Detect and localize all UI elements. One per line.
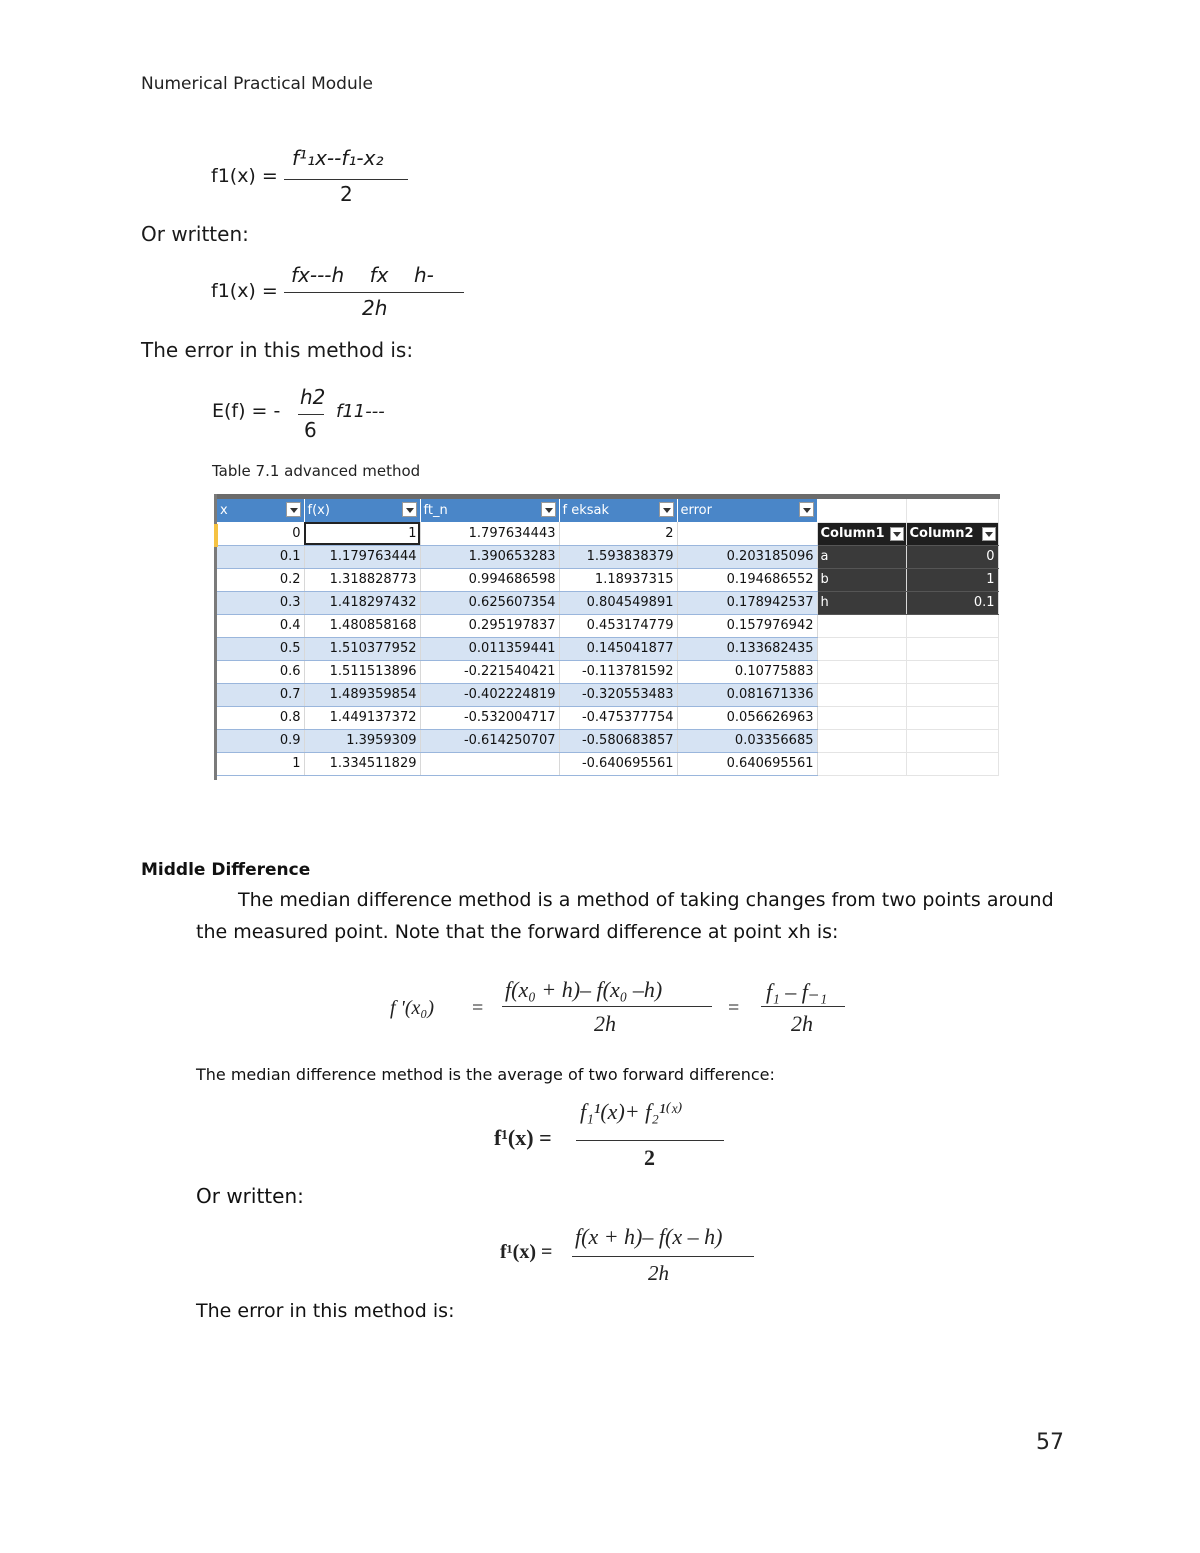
empty-cell[interactable] xyxy=(817,729,906,752)
spreadsheet xyxy=(214,494,1000,780)
header-cell[interactable]: x xyxy=(217,499,304,522)
cell[interactable]: 1.334511829 xyxy=(304,752,420,775)
page-number: 57 xyxy=(1036,1430,1064,1455)
cell[interactable]: 0.6 xyxy=(217,660,304,683)
cell[interactable]: 1.418297432 xyxy=(304,591,420,614)
cell[interactable]: 0.295197837 xyxy=(420,614,559,637)
empty-cell[interactable] xyxy=(906,660,998,683)
cell[interactable]: 0.1 xyxy=(217,545,304,568)
cell[interactable]: 0.640695561 xyxy=(677,752,817,775)
table-caption: Table 7.1 advanced method xyxy=(212,462,421,480)
cell[interactable]: -0.320553483 xyxy=(559,683,677,706)
formula3-denominator: 2h xyxy=(648,1261,669,1285)
cell[interactable]: 1.489359854 xyxy=(304,683,420,706)
section-title: Middle Difference xyxy=(141,860,311,880)
empty-cell[interactable] xyxy=(906,637,998,660)
side-header-cell[interactable]: Column1 xyxy=(817,522,906,545)
cell[interactable]: -0.640695561 xyxy=(559,752,677,775)
formula2-lhs: f¹(x) = xyxy=(494,1125,552,1150)
cell[interactable]: -0.614250707 xyxy=(420,729,559,752)
cell[interactable]: 1 xyxy=(217,752,304,775)
formula3-lhs: f¹(x) = xyxy=(500,1241,553,1263)
table-row xyxy=(217,706,998,729)
eq3-numerator: h2 xyxy=(300,385,326,409)
cell[interactable]: -0.475377754 xyxy=(559,706,677,729)
side-cell[interactable]: a xyxy=(817,545,906,568)
cell[interactable]: 2 xyxy=(559,522,677,545)
cell[interactable]: -0.402224819 xyxy=(420,683,559,706)
empty-cell[interactable] xyxy=(906,683,998,706)
empty-cell[interactable] xyxy=(817,706,906,729)
eq1-denominator: 2 xyxy=(340,182,353,206)
table-row xyxy=(217,568,998,591)
side-cell[interactable]: h xyxy=(817,591,906,614)
or-written-1: Or written: xyxy=(141,222,249,246)
cell[interactable]: 0.994686598 xyxy=(420,568,559,591)
empty-cell[interactable] xyxy=(906,729,998,752)
table-row xyxy=(217,637,998,660)
filter-dropdown-icon[interactable] xyxy=(402,502,417,517)
cell[interactable]: 0.056626963 xyxy=(677,706,817,729)
paragraph-2: The median difference method is the average of two forward difference: xyxy=(196,1065,775,1084)
empty-cell[interactable] xyxy=(906,614,998,637)
eq2-lhs: f1(x) = xyxy=(211,280,278,302)
table-row xyxy=(217,729,998,752)
eq3-tail: f11--- xyxy=(336,401,385,422)
formula1-equals: = xyxy=(472,997,484,1019)
formula1-denominator-2: 2h xyxy=(791,1011,813,1036)
paragraph-1-line-1: The median difference method is a method of taking changes from two points around xyxy=(238,889,1054,911)
cell[interactable]: 1.593838379 xyxy=(559,545,677,568)
cell[interactable]: 0.625607354 xyxy=(420,591,559,614)
eq2-denominator: 2h xyxy=(362,296,388,320)
empty-cell[interactable] xyxy=(906,752,998,775)
cell[interactable]: 0.194686552 xyxy=(677,568,817,591)
empty-cell[interactable] xyxy=(817,752,906,775)
cell[interactable]: 0.453174779 xyxy=(559,614,677,637)
empty-cell[interactable] xyxy=(906,706,998,729)
cell[interactable] xyxy=(677,522,817,545)
table-row xyxy=(217,660,998,683)
eq2-fraction-bar xyxy=(284,292,464,293)
table-row xyxy=(217,614,998,637)
cell[interactable]: 1.480858168 xyxy=(304,614,420,637)
formula1-equals-2: = xyxy=(728,997,740,1019)
cell[interactable]: -0.113781592 xyxy=(559,660,677,683)
filter-dropdown-icon[interactable] xyxy=(541,502,556,517)
error-intro-1: The error in this method is: xyxy=(141,338,414,362)
side-cell[interactable]: 0.1 xyxy=(906,591,998,614)
header-cell[interactable]: error xyxy=(677,499,817,522)
eq1-numerator: f¹₁x--f₁-x₂ xyxy=(292,146,384,170)
cell[interactable]: 0.8 xyxy=(217,706,304,729)
cell[interactable]: 0.157976942 xyxy=(677,614,817,637)
formula1-denominator: 2h xyxy=(594,1011,616,1036)
cell[interactable]: 0.10775883 xyxy=(677,660,817,683)
selected-cell[interactable]: 1 xyxy=(304,522,420,545)
side-cell[interactable]: 0 xyxy=(906,545,998,568)
eq2-numerator: fx---h fx h- xyxy=(291,263,434,287)
empty-cell[interactable] xyxy=(906,499,998,522)
side-cell[interactable]: b xyxy=(817,568,906,591)
row-selection-indicator xyxy=(214,524,218,547)
formula2-denominator: 2 xyxy=(644,1145,655,1170)
cell[interactable]: 0.133682435 xyxy=(677,637,817,660)
filter-dropdown-icon[interactable] xyxy=(659,502,674,517)
formula3-fraction-bar xyxy=(572,1256,754,1257)
cell[interactable]: 0.081671336 xyxy=(677,683,817,706)
formula1-fraction-bar xyxy=(502,1006,712,1007)
filter-dropdown-icon[interactable] xyxy=(286,502,301,517)
cell[interactable]: 0.203185096 xyxy=(677,545,817,568)
cell[interactable]: 1.510377952 xyxy=(304,637,420,660)
empty-cell[interactable] xyxy=(817,499,906,522)
header-cell[interactable]: f eksak xyxy=(559,499,677,522)
eq3-lhs: E(f) = - xyxy=(212,400,281,422)
eq3-denominator: 6 xyxy=(304,418,317,442)
formula3-numerator: f(x + h)– f(x – h) xyxy=(575,1224,723,1249)
cell[interactable]: 1.179763444 xyxy=(304,545,420,568)
formula2-numerator: f₁¹(x)+ f₂¹⁽ˣ⁾ xyxy=(580,1099,683,1124)
side-header-cell[interactable]: Column2 xyxy=(906,522,998,545)
formula1-fraction-bar-2 xyxy=(761,1006,845,1007)
cell[interactable]: 0.5 xyxy=(217,637,304,660)
formula1-numerator-2: f₁ – f₋₁ xyxy=(766,979,828,1004)
cell[interactable]: 0.178942537 xyxy=(677,591,817,614)
header-cell[interactable]: f(x) xyxy=(304,499,420,522)
cell[interactable]: 1.390653283 xyxy=(420,545,559,568)
eq1-fraction-bar xyxy=(284,179,408,180)
formula1-lhs: f '(x₀) xyxy=(390,997,434,1019)
cell[interactable]: 0.011359441 xyxy=(420,637,559,660)
table-row xyxy=(217,522,998,545)
cell[interactable]: -0.580683857 xyxy=(559,729,677,752)
table-header-row xyxy=(217,499,998,522)
cell[interactable]: 0 xyxy=(217,522,304,545)
cell[interactable]: 1.3959309 xyxy=(304,729,420,752)
empty-cell[interactable] xyxy=(817,660,906,683)
cell[interactable] xyxy=(420,752,559,775)
error-intro-2: The error in this method is: xyxy=(196,1300,455,1322)
header-cell[interactable]: ft_n xyxy=(420,499,559,522)
paragraph-1-line-2: the measured point. Note that the forward difference at point xh is: xyxy=(196,921,839,943)
table-row xyxy=(217,683,998,706)
formula2-fraction-bar xyxy=(576,1140,724,1141)
side-cell[interactable]: 1 xyxy=(906,568,998,591)
cell[interactable]: 1.318828773 xyxy=(304,568,420,591)
cell[interactable]: 0.9 xyxy=(217,729,304,752)
page-header: Numerical Practical Module xyxy=(141,74,373,94)
cell[interactable]: 1.797634443 xyxy=(420,522,559,545)
cell[interactable]: 0.145041877 xyxy=(559,637,677,660)
cell[interactable]: 1.449137372 xyxy=(304,706,420,729)
empty-cell[interactable] xyxy=(817,637,906,660)
data-table xyxy=(217,499,999,776)
eq1-lhs: f1(x) = xyxy=(211,165,278,187)
cell[interactable]: 1.511513896 xyxy=(304,660,420,683)
filter-dropdown-icon[interactable] xyxy=(982,527,996,541)
cell[interactable]: 1.18937315 xyxy=(559,568,677,591)
table-row xyxy=(217,591,998,614)
cell[interactable]: 0.804549891 xyxy=(559,591,677,614)
cell[interactable]: -0.221540421 xyxy=(420,660,559,683)
cell[interactable]: 0.7 xyxy=(217,683,304,706)
filter-dropdown-icon[interactable] xyxy=(799,502,814,517)
table-row xyxy=(217,545,998,568)
eq3-fraction-bar xyxy=(298,414,324,415)
or-written-2: Or written: xyxy=(196,1184,304,1208)
cell[interactable]: -0.532004717 xyxy=(420,706,559,729)
table-row xyxy=(217,752,998,775)
cell[interactable]: 0.3 xyxy=(217,591,304,614)
cell[interactable]: 0.4 xyxy=(217,614,304,637)
cell[interactable]: 0.2 xyxy=(217,568,304,591)
empty-cell[interactable] xyxy=(817,683,906,706)
filter-dropdown-icon[interactable] xyxy=(890,527,904,541)
empty-cell[interactable] xyxy=(817,614,906,637)
cell[interactable]: 0.03356685 xyxy=(677,729,817,752)
formula1-numerator: f(x₀ + h)– f(x₀ –h) xyxy=(505,977,663,1002)
